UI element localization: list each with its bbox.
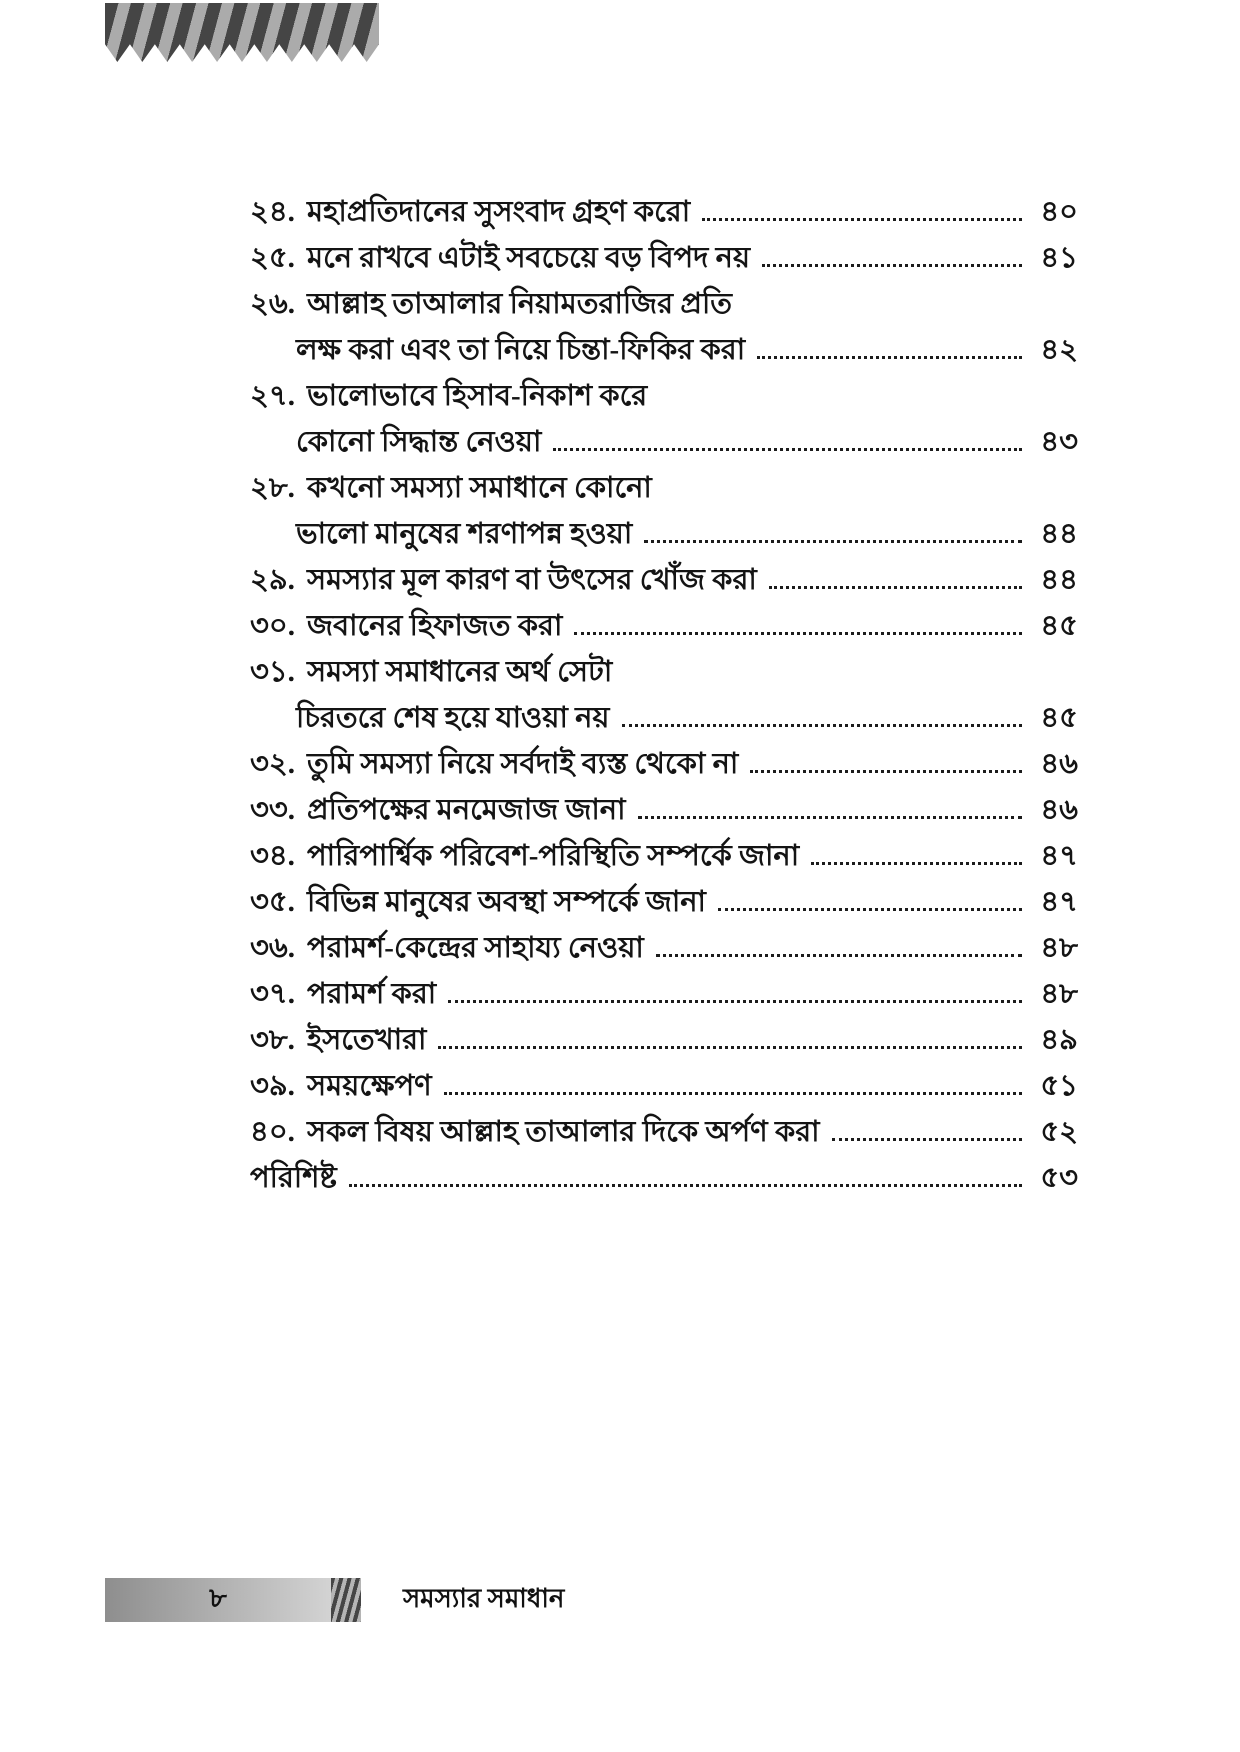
toc-row <box>250 874 1078 920</box>
toc-row <box>250 966 1078 1012</box>
toc-row <box>250 1058 1078 1104</box>
entry-title: সমস্যার মূল কারণ বা উৎসের খোঁজ করা <box>307 564 757 597</box>
toc-entry <box>250 276 1078 368</box>
dotted-leader <box>769 586 1022 589</box>
entry-page-number: ৫১ <box>1040 1070 1078 1103</box>
toc-entry <box>250 828 1078 874</box>
toc-row <box>250 598 1078 644</box>
diagonal-stripes-decoration <box>105 3 379 62</box>
table-of-contents <box>250 184 1078 1196</box>
entry-page-number: ৪৩ <box>1040 426 1078 459</box>
toc-row <box>250 920 1078 966</box>
toc-row <box>250 736 1078 782</box>
entry-page-number: ৪৮ <box>1040 932 1078 965</box>
entry-title: বিভিন্ন মানুষের অবস্থা সম্পর্কে জানা <box>307 886 706 919</box>
toc-row <box>250 644 1078 690</box>
entry-title: লক্ষ করা এবং তা নিয়ে চিন্তা-ফিকির করা <box>296 334 746 367</box>
entry-title: কোনো সিদ্ধান্ত নেওয়া <box>296 426 542 459</box>
page-footer <box>105 1578 1240 1622</box>
toc-entry <box>250 368 1078 460</box>
dotted-leader <box>438 1046 1022 1049</box>
entry-page-number: ৪৪ <box>1040 564 1078 597</box>
toc-entry <box>250 920 1078 966</box>
toc-row <box>250 1104 1078 1150</box>
entry-number: ৩০. <box>250 610 295 643</box>
entry-title: সমস্যা সমাধানের অর্থ সেটা <box>307 656 613 689</box>
toc-entry <box>250 1104 1078 1150</box>
entry-title: মহাপ্রতিদানের সুসংবাদ গ্রহণ করো <box>307 196 691 229</box>
toc-entry <box>250 966 1078 1012</box>
entry-page-number: ৪৮ <box>1040 978 1078 1011</box>
entry-page-number: ৪৭ <box>1040 886 1078 919</box>
entry-title: ভালোভাবে হিসাব-নিকাশ করে <box>307 380 648 413</box>
entry-number: ৪০. <box>250 1116 295 1149</box>
toc-entry <box>250 1150 1078 1196</box>
toc-entry <box>250 1058 1078 1104</box>
dotted-leader <box>638 816 1022 819</box>
entry-page-number: ৪০ <box>1040 196 1078 229</box>
entry-page-number: ৫৩ <box>1040 1162 1078 1195</box>
entry-number: ৩৪. <box>250 840 295 873</box>
toc-entry <box>250 230 1078 276</box>
toc-row <box>250 368 1078 414</box>
entry-title: ইসতেখারা <box>307 1024 427 1057</box>
toc-row <box>250 1150 1078 1196</box>
entry-title: মনে রাখবে এটাই সবচেয়ে বড় বিপদ নয় <box>307 242 751 275</box>
toc-row <box>250 552 1078 598</box>
entry-title: চিরতরে শেষ হয়ে যাওয়া নয় <box>296 702 610 735</box>
entry-page-number: ৪২ <box>1040 334 1078 367</box>
dotted-leader <box>750 770 1022 773</box>
entry-title: পরামর্শ-কেন্দ্রের সাহায্য নেওয়া <box>307 932 644 965</box>
entry-page-number: ৪৫ <box>1040 610 1078 643</box>
footer-book-title: সমস্যার সমাধান <box>403 1584 565 1613</box>
entry-title: সময়ক্ষেপণ <box>307 1070 432 1103</box>
dotted-leader <box>718 908 1022 911</box>
entry-number: ৩৭. <box>250 978 295 1011</box>
toc-entry <box>250 874 1078 920</box>
toc-entry <box>250 782 1078 828</box>
entry-number: ২৬. <box>250 288 295 321</box>
entry-title: কখনো সমস্যা সমাধানে কোনো <box>307 472 652 505</box>
entry-page-number: ৫২ <box>1040 1116 1078 1149</box>
entry-page-number: ৪১ <box>1040 242 1078 275</box>
entry-title: পরামর্শ করা <box>307 978 437 1011</box>
entry-title: ভালো মানুষের শরণাপন্ন হওয়া <box>296 518 633 551</box>
entry-number: ২৪. <box>250 196 295 229</box>
dotted-leader <box>811 862 1022 865</box>
toc-row <box>250 276 1078 322</box>
footer-page-number-bar <box>105 1578 331 1622</box>
entry-title: পারিপার্শ্বিক পরিবেশ-পরিস্থিতি সম্পর্কে জানা <box>307 840 800 873</box>
dotted-leader <box>656 954 1022 957</box>
toc-row <box>250 690 1078 736</box>
entry-title: আল্লাহ তাআলার নিয়ামতরাজির প্রতি <box>307 288 733 321</box>
toc-row <box>250 782 1078 828</box>
entry-number: ২৮. <box>250 472 295 505</box>
entry-page-number: ৪৭ <box>1040 840 1078 873</box>
entry-number: ৩৬. <box>250 932 295 965</box>
toc-row <box>250 322 1078 368</box>
entry-page-number: ৪৬ <box>1040 794 1078 827</box>
toc-entry <box>250 644 1078 736</box>
toc-entry <box>250 460 1078 552</box>
entry-title: জবানের হিফাজত করা <box>307 610 563 643</box>
footer-page-number: ৮ <box>209 1582 227 1613</box>
entry-title: তুমি সমস্যা নিয়ে সর্বদাই ব্যস্ত থেকো না <box>307 748 739 781</box>
dotted-leader <box>448 1000 1022 1003</box>
toc-entry <box>250 552 1078 598</box>
entry-number: ৩৮. <box>250 1024 295 1057</box>
dotted-leader <box>622 724 1023 727</box>
toc-entry <box>250 598 1078 644</box>
dotted-leader <box>832 1138 1022 1141</box>
dotted-leader <box>644 540 1022 543</box>
entry-page-number: ৪৯ <box>1040 1024 1078 1057</box>
entry-page-number: ৪৫ <box>1040 702 1078 735</box>
dotted-leader <box>349 1184 1022 1187</box>
dotted-leader <box>574 632 1022 635</box>
entry-page-number: ৪৬ <box>1040 748 1078 781</box>
toc-row <box>250 506 1078 552</box>
dotted-leader <box>444 1092 1022 1095</box>
entry-title: পরিশিষ্ট <box>250 1162 337 1195</box>
dotted-leader <box>757 356 1022 359</box>
toc-entry <box>250 736 1078 782</box>
toc-row <box>250 1012 1078 1058</box>
dotted-leader <box>702 218 1022 221</box>
toc-entry <box>250 184 1078 230</box>
toc-entry <box>250 1012 1078 1058</box>
entry-number: ২৭. <box>250 380 295 413</box>
toc-row <box>250 230 1078 276</box>
toc-row <box>250 184 1078 230</box>
entry-number: ৩৯. <box>250 1070 295 1103</box>
entry-number: ৩১. <box>250 656 295 689</box>
entry-page-number: ৪৪ <box>1040 518 1078 551</box>
footer-hatch-icon <box>331 1578 361 1622</box>
entry-number: ৩৫. <box>250 886 295 919</box>
toc-row <box>250 460 1078 506</box>
entry-number: ৩২. <box>250 748 295 781</box>
entry-title: সকল বিষয় আল্লাহ তাআলার দিকে অর্পণ করা <box>307 1116 820 1149</box>
toc-row <box>250 414 1078 460</box>
entry-number: ৩৩. <box>250 794 295 827</box>
entry-title: প্রতিপক্ষের মনমেজাজ জানা <box>307 794 626 827</box>
dotted-leader <box>553 448 1022 451</box>
toc-row <box>250 828 1078 874</box>
entry-number: ২৫. <box>250 242 295 275</box>
dotted-leader <box>762 264 1022 267</box>
entry-number: ২৯. <box>250 564 295 597</box>
